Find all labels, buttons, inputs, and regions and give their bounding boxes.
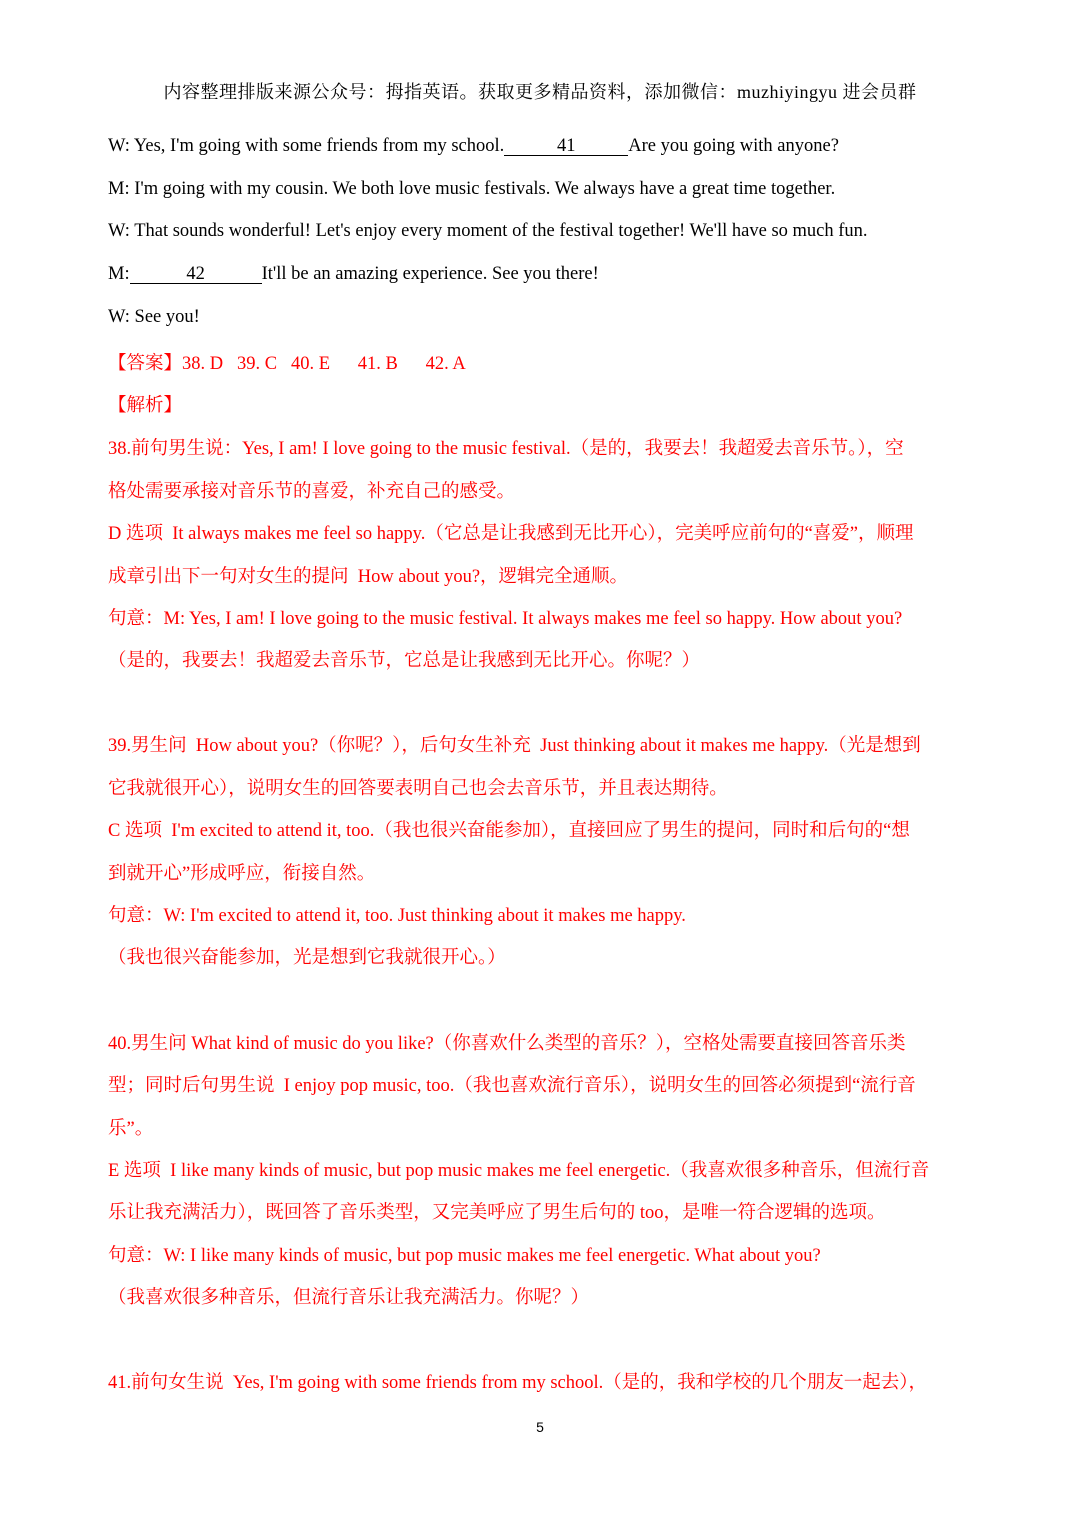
explanation-40-line-7: （我喜欢很多种音乐，但流行音乐让我充满活力。你呢？） [108,1288,590,1308]
answer-blank-41: 41 [504,138,628,156]
dialogue-text: W: Yes, I'm going with some friends from my school. [108,136,505,156]
explanation-39-line-4: 到就开心”形成呼应，衔接自然。 [108,864,376,884]
page-number: 5 [536,1419,544,1435]
answer-values: 38. D 39. C 40. E 41. B 42. A [182,354,466,374]
dialogue-text: M: [108,264,130,284]
explanation-41-line-1: 41.前句女生说 Yes, I'm going with some friends from my school.（是的，我和学校的几个朋友一起去）， [108,1373,928,1393]
explanation-40-line-2: 型；同时后句男生说 I enjoy pop music, too.（我也喜欢流行音乐），说明女生的回答必须提到“流行音 [108,1076,916,1096]
dialogue-text: It'll be an amazing experience. See you there! [261,264,599,284]
explanation-39-line-6: （我也很兴奋能参加，光是想到它我就很开心。） [108,948,506,968]
dialogue-text: Are you going with anyone? [628,136,839,156]
explanation-38-line-4: 成章引出下一句对女生的提问 How about you?，逻辑完全通顺。 [108,567,629,587]
explanation-40-line-3: 乐”。 [108,1119,154,1139]
dialogue-line-2: M: I'm going with my cousin. We both love music festivals. We always have a great time together. [108,179,836,199]
explanation-39-line-2: 它我就很开心），说明女生的回答要表明自己也会去音乐节，并且表达期待。 [108,779,728,799]
explanation-39-line-3: C 选项 I'm excited to attend it, too.（我也很兴奋能参加），直接回应了男生的提问，同时和后句的“想 [108,821,910,841]
dialogue-line-3: W: That sounds wonderful! Let's enjoy every moment of the festival together! We'll have so much fun. [108,221,868,241]
dialogue-line-1 [108,136,839,157]
dialogue-line-5: W: See you! [108,307,200,327]
explanation-38-line-2: 格处需要承接对音乐节的喜爱，补充自己的感受。 [108,482,516,502]
document-header: 内容整理排版来源公众号：拇指英语。获取更多精品资料，添加微信：muzhiyingyu 进会员群 [163,82,917,102]
answer-line [108,349,466,375]
explanation-38-line-3: D 选项 It always makes me feel so happy.（它总是让我感到无比开心），完美呼应前句的“喜爱”，顺理 [108,524,914,544]
analysis-label: 【解析】 [108,396,183,416]
explanation-38-line-6: （是的，我要去！我超爱去音乐节，它总是让我感到无比开心。你呢？） [108,651,701,671]
dialogue-line-4 [108,264,599,285]
explanation-39-line-1: 39.男生问 How about you?（你呢？），后句女生补充 Just thinking about it makes me happy.（光是想到 [108,736,921,756]
explanation-38-line-1: 38.前句男生说：Yes, I am! I love going to the music festival.（是的，我要去！我超爱去音乐节。），空 [108,439,904,459]
explanation-38-line-5: 句意：M: Yes, I am! I love going to the music festival. It always makes me feel so happy. How about you? [108,609,903,629]
explanation-40-line-4: E 选项 I like many kinds of music, but pop music makes me feel energetic.（我喜欢很多种音乐，但流行音 [108,1161,930,1181]
explanation-39-line-5: 句意：W: I'm excited to attend it, too. Just thinking about it makes me happy. [108,906,686,926]
explanation-40-line-1: 40.男生问 What kind of music do you like?（你喜欢什么类型的音乐？），空格处需要直接回答音乐类 [108,1034,906,1054]
answer-label: 【答案】 [108,354,183,374]
answer-blank-42: 42 [130,266,262,284]
explanation-40-line-6: 句意：W: I like many kinds of music, but pop music makes me feel energetic. What about you? [108,1246,821,1266]
explanation-40-line-5: 乐让我充满活力），既回答了音乐类型，又完美呼应了男生后句的 too，是唯一符合逻辑的选项。 [108,1203,886,1223]
